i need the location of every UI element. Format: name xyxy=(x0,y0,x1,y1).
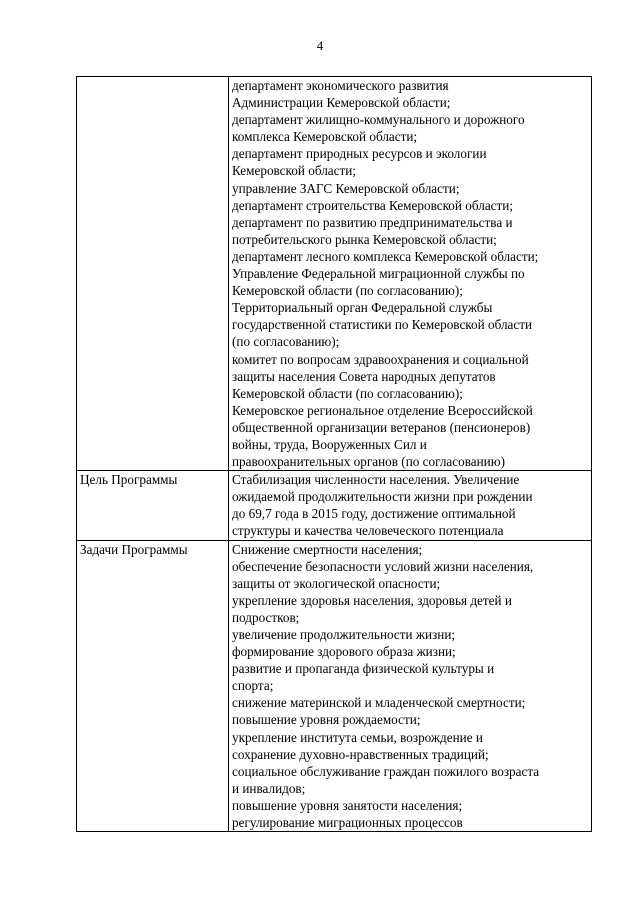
participants-list xyxy=(232,77,589,470)
program-passport-table xyxy=(76,76,592,832)
text-line: Кемеровское региональное отделение Всероссийской xyxy=(232,402,533,418)
text-line: департамент жилищно-коммунального и дорожного xyxy=(232,112,525,128)
text-line: управление ЗАГС Кемеровской области; xyxy=(232,180,460,196)
text-line: департамент лесного комплекса Кемеровской области; xyxy=(232,248,539,264)
participants-value-cell xyxy=(229,77,592,471)
text-line: формирование здорового образа жизни; xyxy=(232,644,456,660)
text-line: Территориальный орган Федеральной службы xyxy=(232,300,493,316)
text-line: департамент природных ресурсов и экологии xyxy=(232,146,487,162)
text-line: спорта; xyxy=(232,678,274,694)
text-line: защиты от экологической опасности; xyxy=(232,575,441,591)
text-line: и инвалидов; xyxy=(232,780,306,796)
text-line: повышение уровня занятости населения; xyxy=(232,797,463,813)
text-line: Кемеровской области (по согласованию); xyxy=(232,283,463,299)
text-line: Управление Федеральной миграционной службы по xyxy=(232,266,525,282)
table-row-participants xyxy=(77,77,592,471)
text-line: общественной организации ветеранов (пенсионеров) xyxy=(232,419,531,435)
text-line: развитие и пропаганда физической культуры и xyxy=(232,661,495,677)
text-line: укрепление института семьи, возрождение и xyxy=(232,729,483,745)
text-line: государственной статистики по Кемеровской области xyxy=(232,317,533,333)
text-line: департамент экономического развития xyxy=(232,78,449,93)
text-line: Кемеровской области (по согласованию); xyxy=(232,385,463,401)
text-line: до 69,7 года в 2015 году, достижение оптимальной xyxy=(232,506,516,522)
text-line: войны, труда, Вооруженных Сил и xyxy=(232,436,427,452)
text-line: комитет по вопросам здравоохранения и социальной xyxy=(232,351,529,367)
participants-label-cell xyxy=(77,77,229,471)
text-line: обеспечение безопасности условий жизни населения, xyxy=(232,558,534,574)
tasks-value-cell xyxy=(229,540,592,832)
text-line: регулирование миграционных процессов xyxy=(232,815,463,831)
tasks-list xyxy=(232,541,589,832)
text-line: снижение материнской и младенческой смертности; xyxy=(232,695,526,711)
text-line: сохранение духовно-нравственных традиций; xyxy=(232,746,489,762)
page-number: 4 xyxy=(316,38,324,53)
text-line: структуры и качества человеческого потенциала xyxy=(232,523,504,539)
goal-value-cell xyxy=(229,471,592,540)
text-line: ожидаемой продолжительности жизни при рождении xyxy=(232,489,533,505)
text-line: Снижение смертности населения; xyxy=(232,541,423,557)
text-line: Стабилизация численности населения. Увеличение xyxy=(232,472,520,488)
table-row-tasks xyxy=(77,540,592,832)
text-line: комплекса Кемеровской области; xyxy=(232,129,418,145)
text-line: укрепление здоровья населения, здоровья детей и xyxy=(232,592,512,608)
goal-text xyxy=(232,471,589,539)
text-line: Администрации Кемеровской области; xyxy=(232,95,451,111)
text-line: департамент по развитию предпринимательства и xyxy=(232,214,513,230)
text-line: повышение уровня рождаемости; xyxy=(232,712,421,728)
text-line: (по согласованию); xyxy=(232,334,340,350)
goal-label-cell: Цель Программы xyxy=(77,471,229,540)
text-line: защиты населения Совета народных депутатов xyxy=(232,368,496,384)
text-line: социальное обслуживание граждан пожилого возраста xyxy=(232,763,540,779)
text-line: правоохранительных органов (по согласованию) xyxy=(232,454,505,470)
text-line: увеличение продолжительности жизни; xyxy=(232,627,456,642)
text-line: потребительского рынка Кемеровской области; xyxy=(232,231,497,247)
text-line: подростков; xyxy=(232,609,300,625)
text-line: департамент строительства Кемеровской области; xyxy=(232,197,514,213)
text-line: Кемеровской области; xyxy=(232,163,356,179)
tasks-label-cell: Задачи Программы xyxy=(77,540,229,832)
table-row-goal xyxy=(77,471,592,540)
